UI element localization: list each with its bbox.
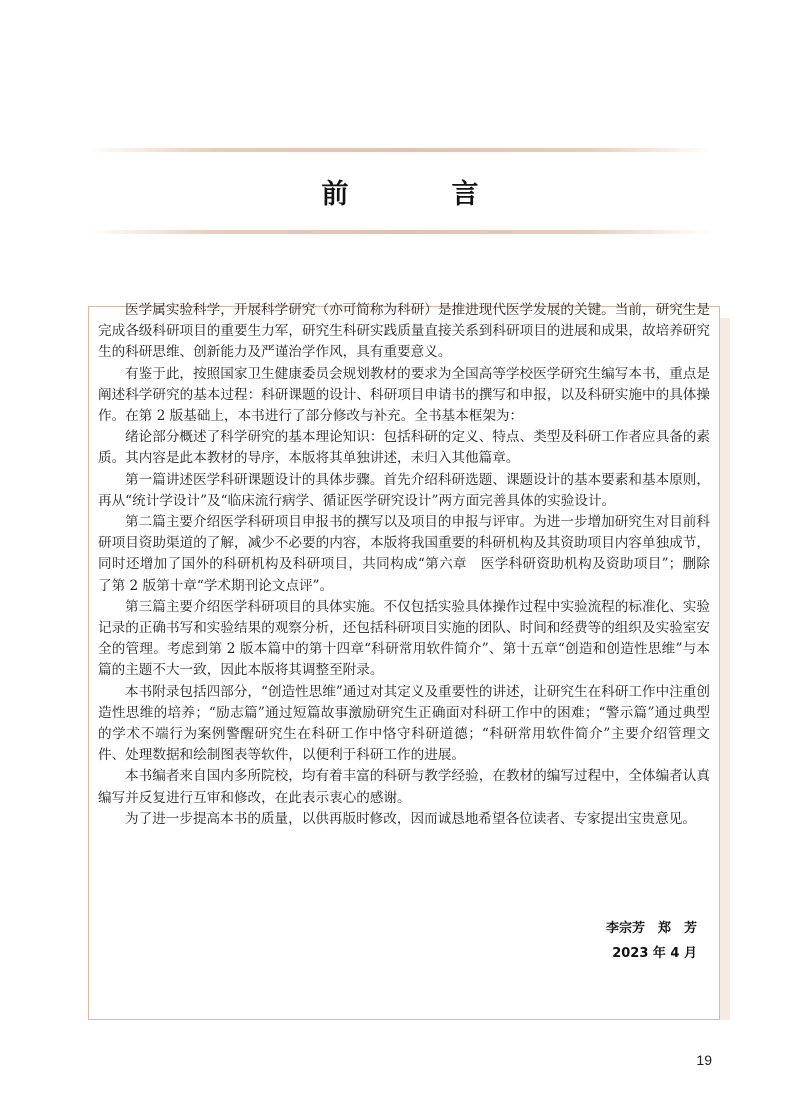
paragraph-purpose: 有鉴于此，按照国家卫生健康委员会规划教材的要求为全国高等学校医学研究生编写本书，重点是阐述科学研究的基本过程：科研课题的设计、科研项目申请书的撰写和申报，以及科研实施中的具体操作。在第 2 版基础上，本书进行了部分修改与补充。全书基本框架为：	[98, 365, 710, 425]
paragraph-part-one: 第一篇讲述医学科研课题设计的具体步骤。首先介绍科研选题、课题设计的基本要素和基本原则，再从“统计学设计”及“临床流行病学、循证医学研究设计”两方面完善具体的实验设计。	[98, 471, 710, 509]
preface-body	[98, 300, 710, 830]
page-number: 19	[696, 1052, 712, 1068]
paragraph-part-three: 第三篇主要介绍医学科研项目的具体实施。不仅包括实验具体操作过程中实验流程的标准化、实验记录的正确书写和实验结果的观察分析，还包括科研项目实施的团队、时间和经费等的组织及实验室安全的管理。考虑到第 2 版本篇中的第十四章“科研常用软件简介”、第十五章“创造和创造性思维”与本篇的主题不大一致，因此本版将其调整至附录。	[98, 598, 710, 679]
signature-date: 2023 年 4 月	[612, 946, 697, 961]
paragraph-part-two: 第二篇主要介绍医学科研项目申报书的撰写以及项目的申报与评审。为进一步增加研究生对目前科研项目资助渠道的了解，减少不必要的内容，本版将我国重要的科研机构及其资助项目内容单独成节，同时还增加了国外的科研机构及科研项目，共同构成“第六章 医学科研资助机构及资助项目”；删除了第 2 版第十章“学术期刊论文点评”。	[98, 514, 710, 594]
paragraph-intro: 医学属实验科学，开展科学研究（亦可简称为科研）是推进现代医学发展的关键。当前，研究生是完成各级科研项目的重要生力军，研究生科研实践质量直接关系到科研项目的进展和成果，故培养研究生的科研思维、创新能力及严谨治学作风，具有重要意义。	[98, 302, 710, 361]
top-decorative-rule	[88, 148, 713, 152]
paragraph-appendix: 本书附录包括四部分，“创造性思维”通过对其定义及重要性的讲述，让研究生在科研工作中注重创造性思维的培养；“励志篇”通过短篇故事激励研究生正确面对科研工作中的困难；“警示篇”通过典型的学术不端行为案例警醒研究生在科研工作中恪守科研道德；“科研常用软件简介”主要介绍管理文件、处理数据和绘制图表等软件，以便利于科研工作的进展。	[98, 683, 710, 764]
signature-block	[606, 916, 697, 966]
paragraph-acknowledgement: 本书编者来自国内多所院校，均有着丰富的科研与教学经验，在教材的编写过程中，全体编者认真编写并反复进行互审和修改，在此表示衷心的感谢。	[98, 768, 710, 806]
bottom-decorative-rule	[88, 230, 713, 234]
paragraph-closing: 为了进一步提高本书的质量，以供再版时修改，因而诚恳地希望各位读者、专家提出宝贵意见。	[125, 810, 696, 827]
page-title: 前 言	[321, 179, 517, 210]
author-names: 李宗芳 郑 芳	[605, 921, 697, 936]
paragraph-introduction-section: 绪论部分概述了科学研究的基本理论知识：包括科研的定义、特点、类型及科研工作者应具备的素质。其内容是此本教材的导序，本版将其单独讲述，未归入其他篇章。	[98, 429, 710, 467]
